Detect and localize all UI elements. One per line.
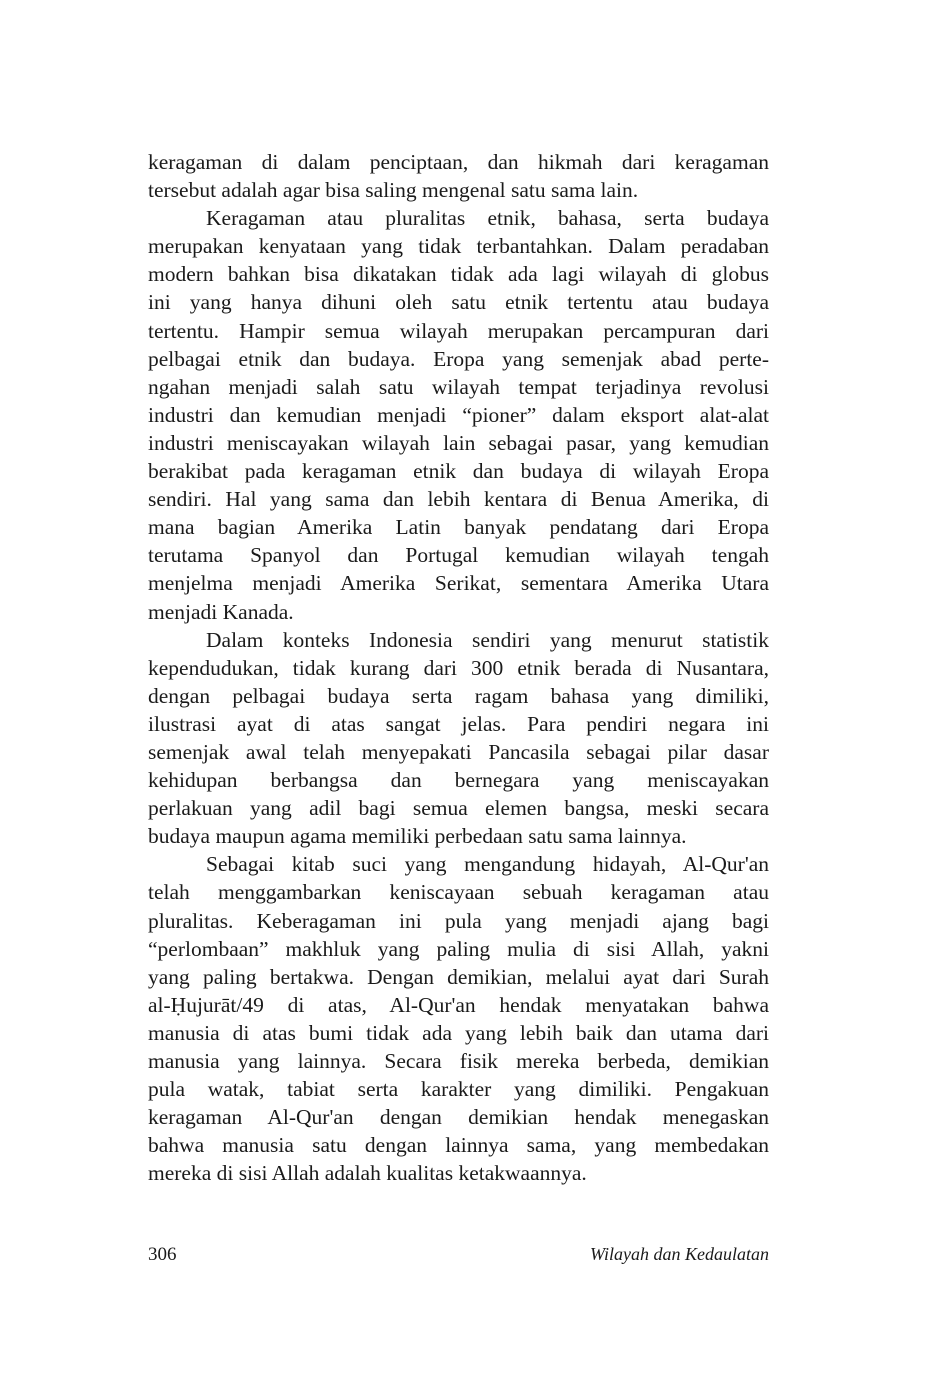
text-line: ilustrasi ayat di atas sangat jelas. Para pendiri negara ini bbox=[148, 711, 769, 736]
text-line: sendiri. Hal yang sama dan lebih kentara di Benua Amerika, di bbox=[148, 487, 769, 512]
text-line: manusia di atas bumi tidak ada yang lebih baik dan utama dari bbox=[148, 1020, 769, 1045]
text-line: merupakan kenyataan yang tidak terbantahkan. Dalam peradaban bbox=[148, 234, 769, 259]
text-line: keragaman Al-Qur'an dengan demikian hendak menegaskan bbox=[148, 1105, 769, 1130]
text-line: kependudukan, tidak kurang dari 300 etnik berada di Nusantara, bbox=[148, 655, 769, 680]
paragraph bbox=[148, 148, 769, 204]
text-line: ngahan menjadi salah satu wilayah tempat terjadinya revolusi bbox=[148, 374, 769, 399]
paragraph bbox=[148, 626, 769, 851]
text-line: semenjak awal telah menyepakati Pancasila sebagai pilar dasar bbox=[148, 739, 769, 764]
text-line: mereka di sisi Allah adalah kualitas ketakwaannya. bbox=[148, 1161, 587, 1186]
text-line: industri dan kemudian menjadi “pioner” dalam eksport alat-alat bbox=[148, 402, 769, 427]
text-line: yang paling bertakwa. Dengan demikian, melalui ayat dari Surah bbox=[148, 964, 769, 989]
text-line: kehidupan berbangsa dan bernegara yang meniscayakan bbox=[148, 768, 769, 793]
text-line: pelbagai etnik dan budaya. Eropa yang semenjak abad perte- bbox=[148, 346, 769, 371]
text-line: pluralitas. Keberagaman ini pula yang menjadi ajang bagi bbox=[148, 908, 769, 933]
text-line: bahwa manusia satu dengan lainnya sama, yang membedakan bbox=[148, 1133, 769, 1158]
paragraph bbox=[148, 204, 769, 625]
text-line: tersebut adalah agar bisa saling mengenal satu sama lain. bbox=[148, 178, 639, 203]
text-line: keragaman di dalam penciptaan, dan hikmah dari keragaman bbox=[148, 150, 769, 174]
text-line: al-Ḥujurāt/49 di atas, Al-Qur'an hendak menyatakan bahwa bbox=[148, 992, 769, 1017]
text-line: Keragaman atau pluralitas etnik, bahasa, serta budaya bbox=[206, 206, 769, 231]
text-line: manusia yang lainnya. Secara fisik mereka berbeda, demikian bbox=[148, 1049, 769, 1073]
text-line: menjadi Kanada. bbox=[148, 599, 294, 624]
text-line: terutama Spanyol dan Portugal kemudian wilayah tengah bbox=[148, 543, 769, 568]
text-line: ini yang hanya dihuni oleh satu etnik tertentu atau budaya bbox=[148, 290, 769, 315]
page-footer bbox=[148, 1244, 769, 1266]
running-title: Wilayah dan Kedaulatan bbox=[590, 1244, 769, 1264]
text-line: modern bahkan bisa dikatakan tidak ada lagi wilayah di globus bbox=[148, 262, 769, 287]
text-line: menjelma menjadi Amerika Serikat, sementara Amerika Utara bbox=[148, 571, 769, 596]
text-line: perlakuan yang adil bagi semua elemen bangsa, meski secara bbox=[148, 796, 769, 821]
text-line: tertentu. Hampir semua wilayah merupakan percampuran dari bbox=[148, 318, 769, 343]
paragraph bbox=[148, 850, 769, 1187]
text-line: Sebagai kitab suci yang mengandung hidayah, Al-Qur'an bbox=[206, 852, 769, 877]
text-line: dengan pelbagai budaya serta ragam bahasa yang dimiliki, bbox=[148, 683, 769, 708]
text-line: berakibat pada keragaman etnik dan budaya di wilayah Eropa bbox=[148, 459, 769, 484]
text-line: “perlombaan” makhluk yang paling mulia di sisi Allah, yakni bbox=[148, 936, 769, 961]
text-line: mana bagian Amerika Latin banyak pendatang dari Eropa bbox=[148, 515, 769, 540]
text-line: telah menggambarkan keniscayaan sebuah keragaman atau bbox=[148, 880, 769, 905]
body-text bbox=[148, 148, 769, 1187]
text-line: industri meniscayakan wilayah lain sebagai pasar, yang kemudian bbox=[148, 430, 769, 455]
text-line: budaya maupun agama memiliki perbedaan satu sama lainnya. bbox=[148, 824, 687, 849]
page-number: 306 bbox=[148, 1244, 177, 1265]
text-line: pula watak, tabiat serta karakter yang dimiliki. Pengakuan bbox=[148, 1077, 769, 1102]
text-line: Dalam konteks Indonesia sendiri yang menurut statistik bbox=[206, 627, 769, 652]
